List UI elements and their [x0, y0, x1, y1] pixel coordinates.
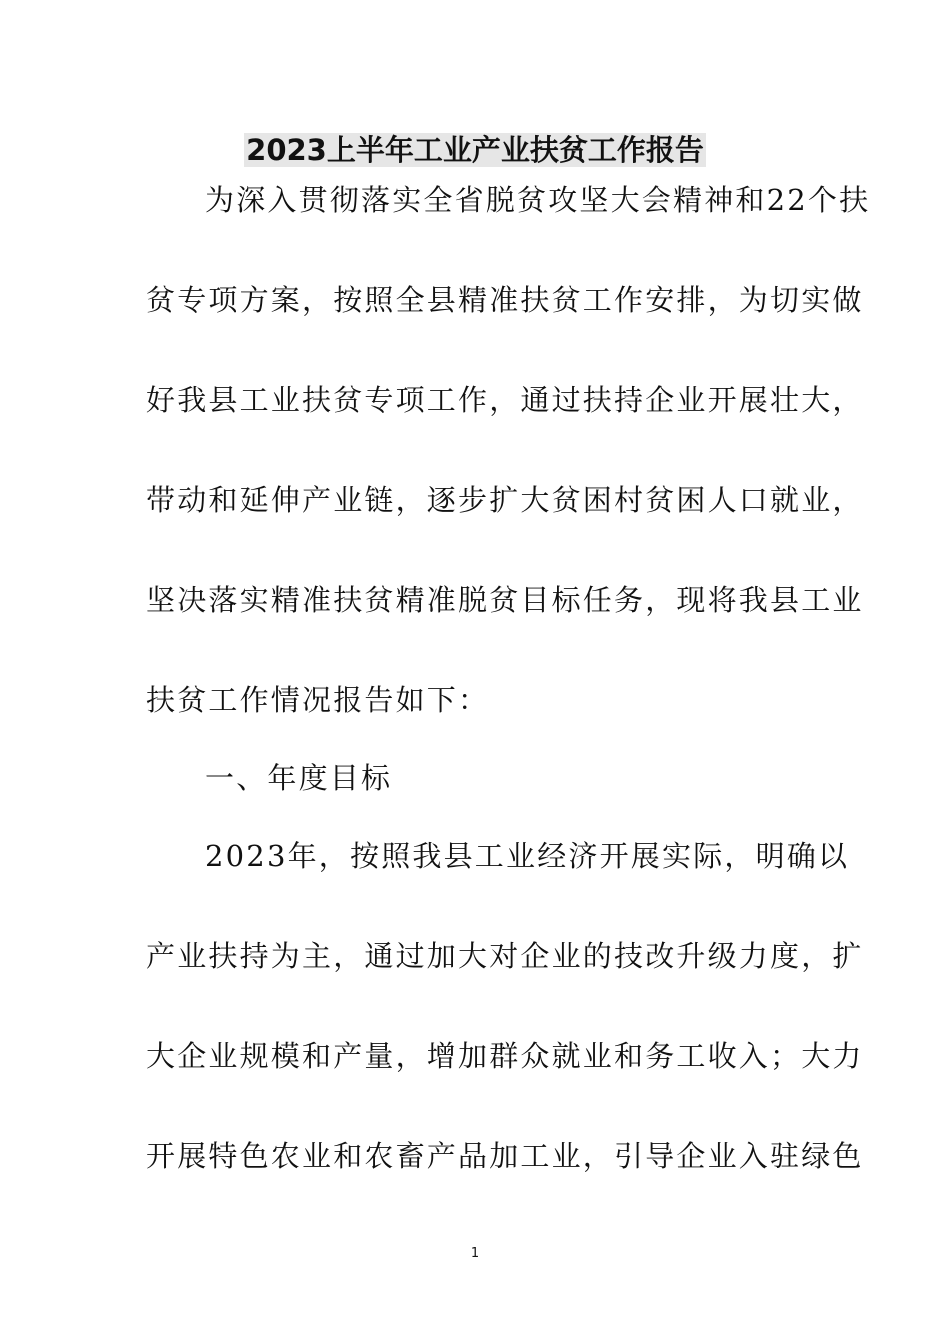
paragraph-line: 贫专项方案，按照全县精准扶贫工作安排，为切实做	[146, 283, 864, 317]
paragraph-line: 好我县工业扶贫专项工作，通过扶持企业开展壮大，	[146, 383, 864, 417]
paragraph-line: 坚决落实精准扶贫精准脱贫目标任务，现将我县工业	[146, 583, 864, 617]
page-number: 1	[470, 1246, 480, 1261]
paragraph-line: 开展特色农业和农畜产品加工业，引导企业入驻绿色	[146, 1139, 864, 1173]
paragraph-line: 带动和延伸产业链，逐步扩大贫困村贫困人口就业，	[146, 483, 864, 517]
paragraph-line: 产业扶持为主，通过加大对企业的技改升级力度，扩	[146, 939, 864, 973]
paragraph-line: 2023年，按照我县工业经济开展实际，明确以	[205, 839, 850, 873]
paragraph-line: 扶贫工作情况报告如下：	[146, 683, 490, 717]
section-heading: 一、年度目标	[205, 761, 393, 795]
document-title: 2023上半年工业产业扶贫工作报告	[246, 133, 704, 167]
paragraph-line: 为深入贯彻落实全省脱贫攻坚大会精神和22个扶	[205, 183, 871, 217]
paragraph-line: 大企业规模和产量，增加群众就业和务工收入；大力	[146, 1039, 864, 1073]
